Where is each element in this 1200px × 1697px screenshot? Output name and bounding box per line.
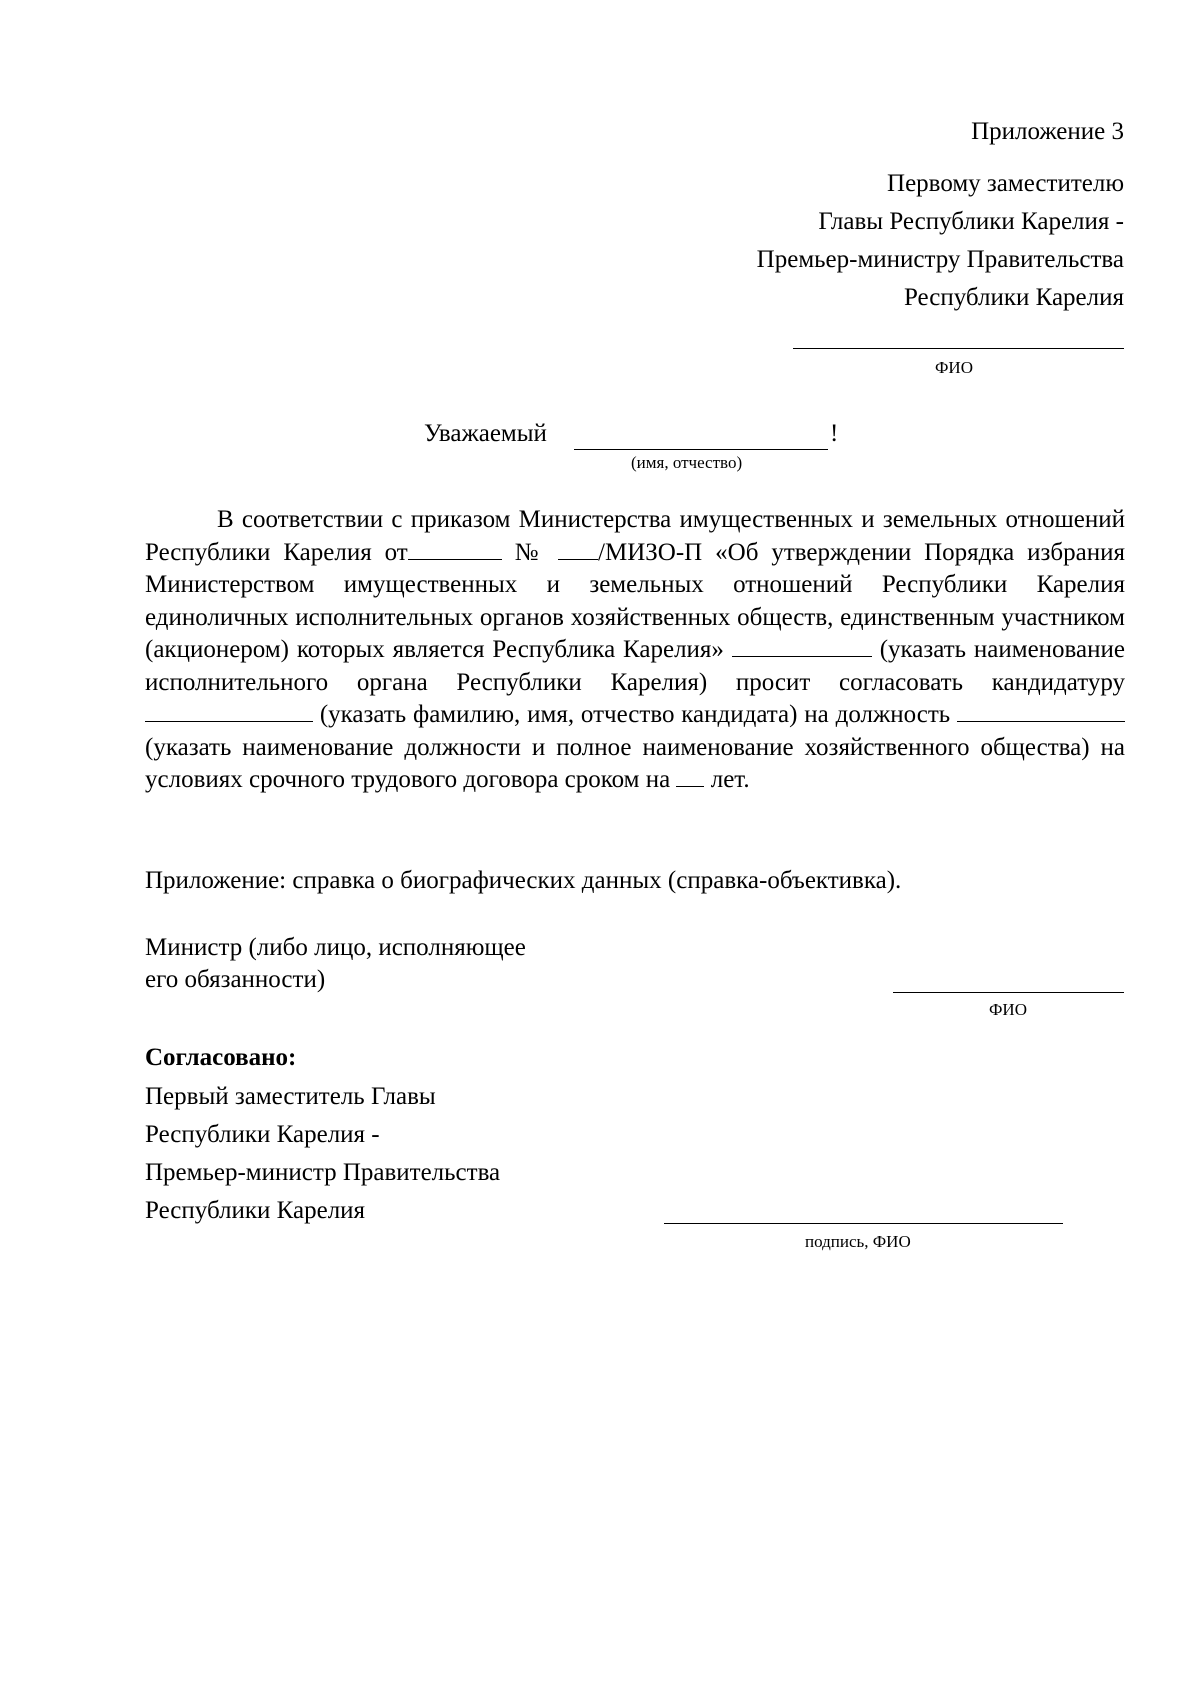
blank-term-years xyxy=(676,766,704,787)
blank-order-date xyxy=(408,539,502,560)
addressee-line-4: Республики Карелия xyxy=(903,284,1124,311)
addressee-line-3: Премьер-министру Правительства xyxy=(756,246,1124,273)
approval-line-2: Республики Карелия - xyxy=(145,1121,380,1148)
greeting-prefix: Уважаемый xyxy=(424,420,547,447)
approval-line-3: Премьер-министр Правительства xyxy=(145,1159,501,1186)
blank-candidate xyxy=(145,701,313,722)
approval-heading: Согласовано: xyxy=(145,1044,297,1071)
approval-signature-line xyxy=(664,1223,1063,1224)
minister-fio-line xyxy=(893,992,1124,993)
addressee-fio-caption: ФИО xyxy=(935,358,973,377)
blank-position xyxy=(957,701,1125,722)
approval-signature-caption: подпись, ФИО xyxy=(805,1232,911,1251)
approval-line-1: Первый заместитель Главы xyxy=(145,1083,436,1110)
blank-order-number xyxy=(558,539,598,560)
greeting-suffix: ! xyxy=(830,420,839,447)
greeting-caption: (имя, отчество) xyxy=(631,453,743,472)
appendix-label: Приложение 3 xyxy=(971,118,1124,145)
body-text-4: (указать наименование исполнительного органа Республики Карелия) просит согласовать кандидатуру xyxy=(145,636,1125,696)
body-text-2: № xyxy=(501,538,559,566)
addressee-fio-line xyxy=(793,348,1124,349)
blank-executive-body xyxy=(732,636,872,657)
minister-line-1: Министр (либо лицо, исполняющее xyxy=(145,934,526,961)
body-text-1: В соответствии с приказом Министерства имущественных и земельных отношений Республики Карелия от xyxy=(145,506,1125,566)
minister-line-2: его обязанности) xyxy=(145,966,326,993)
addressee-line-1: Первому заместителю xyxy=(887,170,1124,197)
body-paragraph xyxy=(145,504,1125,797)
approval-line-4: Республики Карелия xyxy=(145,1197,366,1224)
body-text-6: (указать наименование должности и полное наименование хозяйственного общества) на условиях срочного трудового договора сроком на xyxy=(145,733,1125,793)
minister-fio-caption: ФИО xyxy=(989,1000,1027,1019)
body-text-7: лет. xyxy=(704,766,750,793)
body-text-3: /МИЗО-П «Об утверждении Порядка избрания Министерством имущественных и земельных отношений Республики Карелия единоличных исполнительных органов хозяйственных обществ, единственным участником (акционером) которых является Республика Карелия» xyxy=(145,538,1125,663)
body-text-5: (указать фамилию, имя, отчество кандидата) на должность xyxy=(313,701,957,728)
attachment-note: Приложение: справка о биографических данных (справка-объективка). xyxy=(145,867,902,894)
addressee-line-2: Главы Республики Карелия - xyxy=(818,208,1124,235)
greeting-name-line xyxy=(574,449,828,450)
